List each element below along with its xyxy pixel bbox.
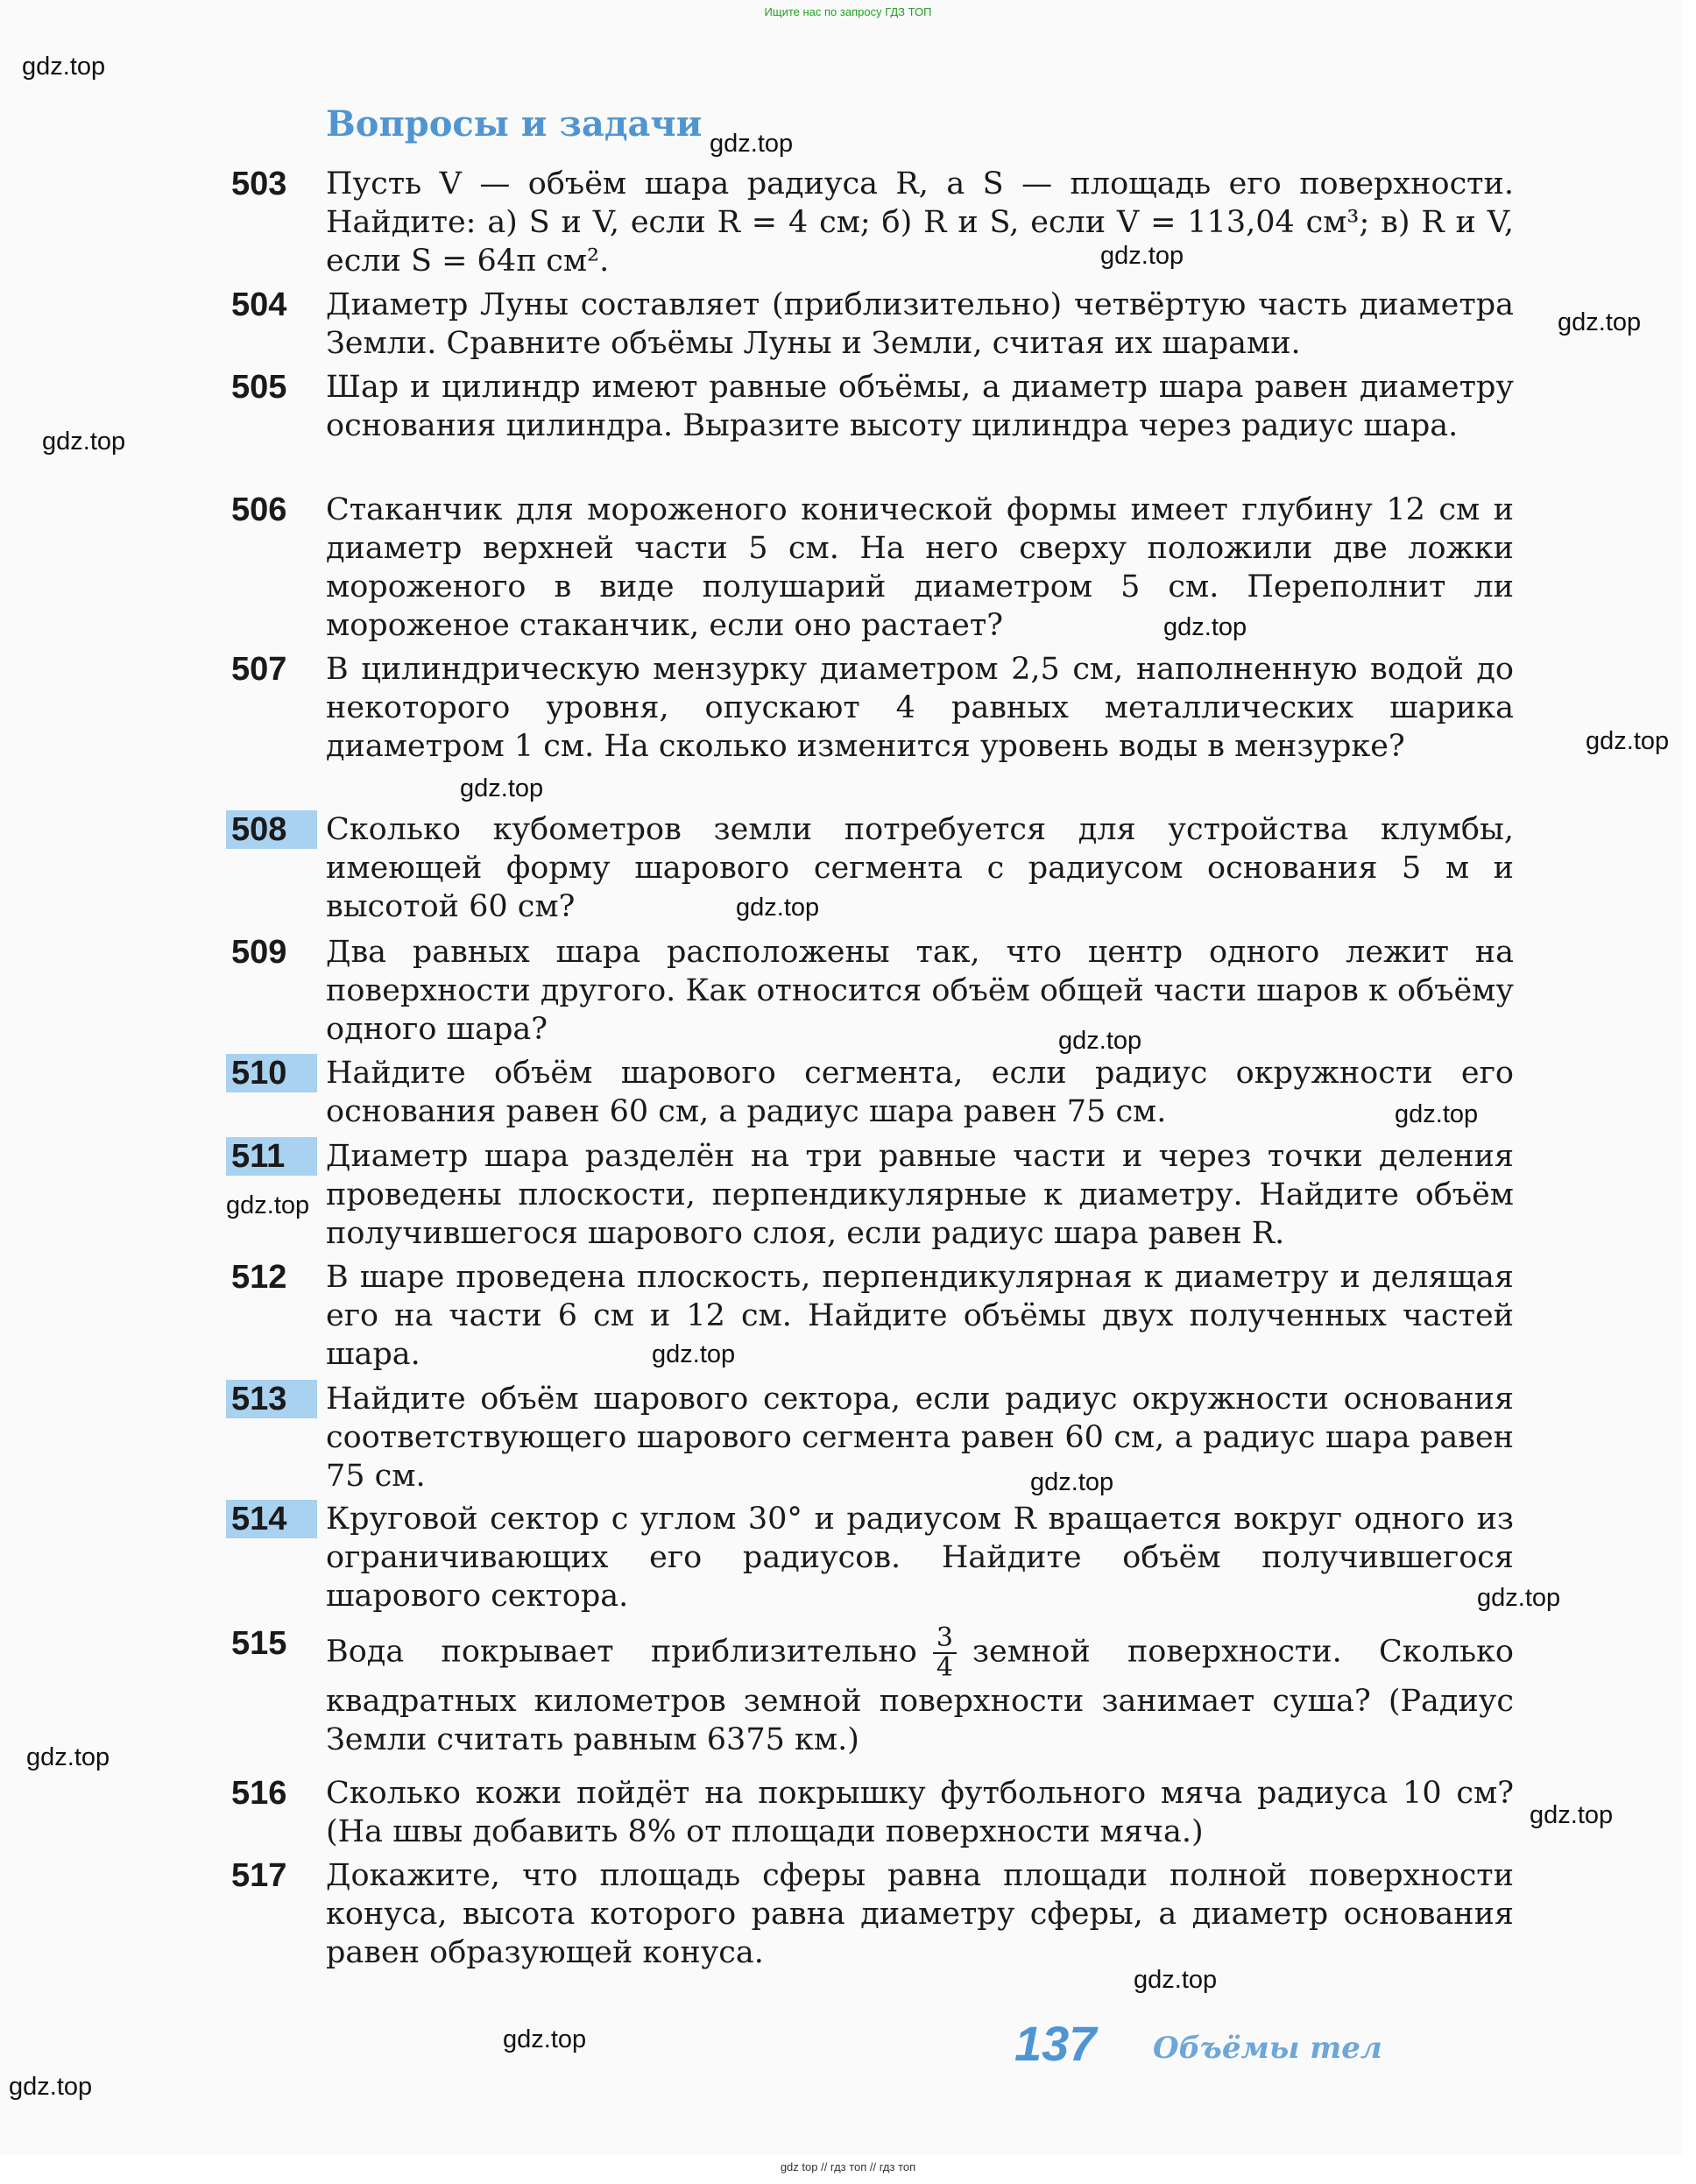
watermark: gdz.top [22, 53, 106, 81]
problem-text: Найдите объём шарового сектора, если радиус окружности основания соответствующего шарового сегмента равен 60 см, а радиус шара равен 75 см. [326, 1382, 1514, 1494]
problem-number: 508 [226, 810, 317, 849]
watermark: gdz.top [1586, 727, 1670, 755]
problem-number: 511 [226, 1137, 317, 1176]
problem-text-end: земной поверхности. Сколько квадратных километров земной поверхности занимает суша? (Радиус Земли считать равным 6375 км.) [326, 1634, 1514, 1757]
fraction [933, 1624, 957, 1682]
problem-number: 506 [231, 491, 287, 528]
problem-number: 504 [231, 286, 287, 323]
problem-number: 505 [231, 369, 287, 406]
watermark: gdz.top [1030, 1468, 1114, 1496]
problem-text: Докажите, что площадь сферы равна площади полной поверхности конуса, высота которого равна диаметру сферы, а диаметр основания равен образующей конуса. [326, 1858, 1514, 1970]
problem-text: Два равных шара расположены так, что центр одного лежит на поверхности другого. Как относится объём общей части шаров к объёму одного шара? [326, 935, 1514, 1047]
watermark: gdz.top [42, 428, 126, 456]
problem-number: 517 [231, 1857, 287, 1894]
problem-text: Сколько кубометров земли потребуется для устройства клумбы, имеющей форму шарового сегмента с радиусом основания 5 м и высотой 60 см? [326, 812, 1514, 924]
problem-text [326, 1624, 1514, 1759]
problem-text: В шаре проведена плоскость, перпендикулярная к диаметру и делящая его на части 6 см и 12 см. Найдите объёмы двух полученных частей шара. [326, 1260, 1514, 1372]
watermark: gdz.top [1134, 1966, 1218, 1994]
watermark: gdz.top [710, 130, 794, 158]
problem-number: 512 [231, 1259, 287, 1296]
watermark: gdz.top [9, 2073, 93, 2101]
problem-number: 507 [231, 651, 287, 688]
fraction-numerator: 3 [933, 1624, 957, 1654]
watermark: gdz.top [1058, 1027, 1142, 1055]
bottom-banner[interactable]: gdz top // гдз топ // гдз топ [780, 2160, 916, 2173]
running-head: Объёмы тел [1153, 2031, 1382, 2066]
watermark: gdz.top [652, 1340, 736, 1368]
watermark: gdz.top [1530, 1801, 1614, 1829]
problem-text: Круговой сектор с углом 30° и радиусом R вращается вокруг одного из ограничивающих его радиусов. Найдите объём получившегося шарового сектора. [326, 1502, 1514, 1614]
problem-number: 510 [226, 1054, 317, 1092]
watermark: gdz.top [226, 1191, 310, 1219]
problem-text: Шар и цилиндр имеют равные объёмы, а диаметр шара равен диаметру основания цилиндра. Выразите высоту цилиндра через радиус шара. [326, 370, 1514, 443]
watermark: gdz.top [26, 1743, 110, 1771]
watermark: gdz.top [1100, 242, 1184, 270]
fraction-denominator: 4 [936, 1652, 953, 1683]
top-banner[interactable]: Ищите нас по запросу ГДЗ ТОП [764, 5, 932, 18]
section-title: Вопросы и задачи [326, 103, 703, 145]
problem-text: Пусть V — объём шара радиуса R, а S — площадь его поверхности. Найдите: а) S и V, если R = 4 см; б) R и S, если V = 113,04 см³; в) R и V, если S = 64π см². [326, 166, 1514, 279]
problem-number: 513 [226, 1380, 317, 1418]
problem-number: 514 [226, 1500, 317, 1538]
problem-text: В цилиндрическую мензурку диаметром 2,5 см, наполненную водой до некоторого уровня, опускают 4 равных металлических шарика диаметром 1 см. На сколько изменится уровень воды в мензурке? [326, 652, 1514, 764]
watermark: gdz.top [1395, 1100, 1479, 1128]
problem-text: Диаметр шара разделён на три равные части и через точки деления проведены плоскости, перпендикулярные к диаметру. Найдите объём получившегося шарового слоя, если радиус шара равен R. [326, 1139, 1514, 1251]
problem-number: 515 [231, 1625, 287, 1662]
watermark: gdz.top [503, 2025, 587, 2053]
watermark: gdz.top [460, 774, 544, 802]
problem-text: Найдите объём шарового сегмента, если радиус окружности его основания равен 60 см, а радиус шара равен 75 см. [326, 1056, 1514, 1129]
problem-text: Диаметр Луны составляет (приблизительно) четвёртую часть диаметра Земли. Сравните объёмы Луны и Земли, считая их шарами. [326, 287, 1514, 361]
watermark: gdz.top [736, 894, 820, 922]
problem-number: 516 [231, 1775, 287, 1812]
problem-number: 509 [231, 934, 287, 971]
watermark: gdz.top [1558, 308, 1642, 336]
problem-number: 503 [231, 166, 287, 202]
problem-text-start: Вода покрывает приблизительно [326, 1634, 917, 1670]
watermark: gdz.top [1163, 613, 1247, 641]
problem-text: Стаканчик для мороженого конической формы имеет глубину 12 см и диаметр верхней части 5 см. На него сверху положили две ложки мороженого в виде полушарий диаметром 5 см. Переполнит ли мороженое стаканчик, если оно растает? [326, 492, 1514, 643]
problem-text: Сколько кожи пойдёт на покрышку футбольного мяча радиуса 10 см? (На швы добавить 8% от площади поверхности мяча.) [326, 1776, 1514, 1849]
watermark: gdz.top [1477, 1584, 1561, 1612]
page-number: 137 [1014, 2016, 1097, 2071]
